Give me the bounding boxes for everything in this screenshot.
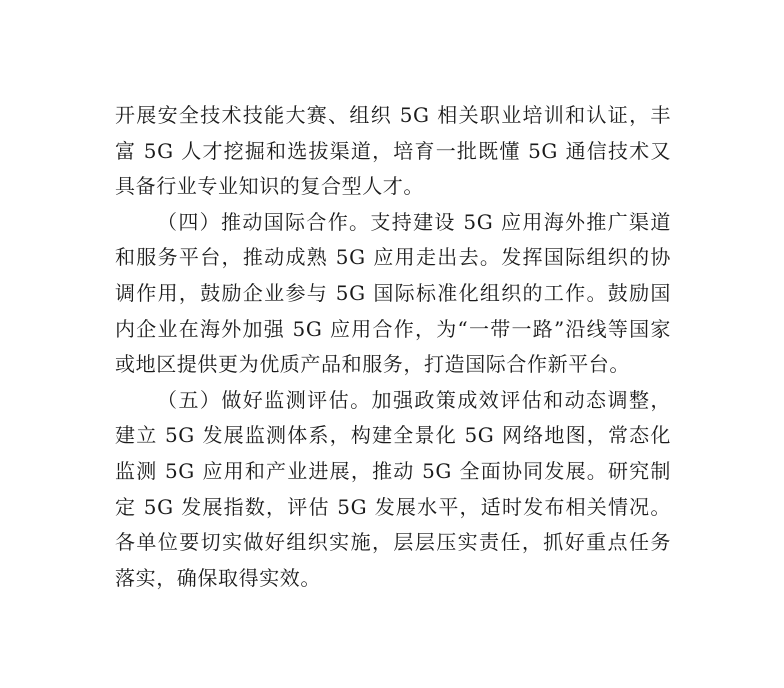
section-heading-monitoring-evaluation: （五）做好监测评估。 [157,387,372,412]
paragraph-text: 加强政策成效评估和动态调整，建立 5G 发展监测体系，构建全景化 5G 网络地图，常态化监测 5G 应用和产业进展，推动 5G 全面协同发展。研究制定 5G 发展指数，评估 5G 发展水平，适时发布相关情况。各单位要切实做好组织实施，层层压实责任，抓好重点任务落实，确保取得实效。 [115,387,672,590]
document-body [115,98,671,596]
paragraph-international-cooperation [115,205,671,383]
paragraph-text: 支持建设 5G 应用海外推广渠道和服务平台，推动成熟 5G 应用走出去。发挥国际组织的协调作用，鼓励企业参与 5G 国际标准化组织的工作。鼓励国内企业在海外加强 5G 应用合作，为“一带一路”沿线等国家或地区提供更为优质产品和服务，打造国际合作新平台。 [115,209,671,377]
paragraph-text: 开展安全技术技能大赛、组织 5G 相关职业培训和认证，丰富 5G 人才挖掘和选拔渠道，培育一批既懂 5G 通信技术又具备行业专业知识的复合型人才。 [115,103,671,199]
paragraph-talent-cultivation [115,98,671,205]
paragraph-monitoring-evaluation [115,383,671,597]
section-heading-international-cooperation: （四）推动国际合作。 [157,209,371,234]
